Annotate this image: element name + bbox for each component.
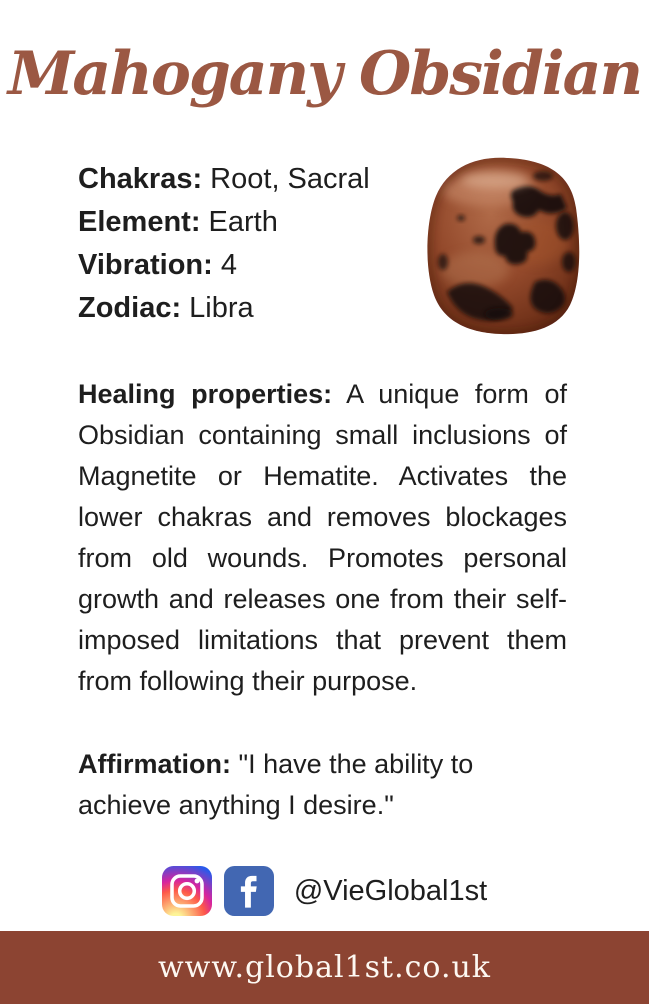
property-element <box>78 201 370 244</box>
footer-bar <box>0 931 649 1004</box>
facebook-icon[interactable] <box>224 866 274 916</box>
website-url[interactable]: www.global1st.co.uk <box>157 950 491 985</box>
instagram-icon[interactable] <box>162 866 212 916</box>
property-value: Earth <box>200 206 278 238</box>
property-chakras <box>78 158 370 201</box>
healing-properties-label: Healing properties: <box>78 379 333 409</box>
property-label: Element: <box>78 206 201 238</box>
properties-list <box>78 154 370 330</box>
social-media-row <box>0 866 649 916</box>
mahogany-obsidian-stone-photo <box>417 154 591 336</box>
properties-and-image-row <box>0 154 649 336</box>
affirmation-paragraph <box>0 744 649 826</box>
healing-properties-paragraph <box>0 374 649 702</box>
property-label: Zodiac: <box>78 292 182 324</box>
property-value: Libra <box>181 292 254 324</box>
stone-image-svg <box>417 154 591 336</box>
affirmation-label: Affirmation: <box>78 749 231 779</box>
social-handle[interactable]: @VieGlobal1st <box>293 874 488 907</box>
property-vibration <box>78 244 370 287</box>
property-label: Chakras: <box>78 163 203 195</box>
property-zodiac <box>78 287 370 330</box>
property-value: Root, Sacral <box>202 163 370 195</box>
healing-properties-text: A unique form of Obsidian containing small inclusions of Magnetite or Hematite. Activates the lower chakras and removes blockages from old wounds. Promotes personal growth and releases one from their self-imposed limitations that prevent them from following their purpose. <box>78 379 567 696</box>
property-value: 4 <box>212 249 237 281</box>
property-label: Vibration: <box>78 249 213 281</box>
affirmation-text: "I have the ability to achieve anything I desire." <box>78 749 474 820</box>
page-title: Mahogany Obsidian <box>7 39 642 109</box>
